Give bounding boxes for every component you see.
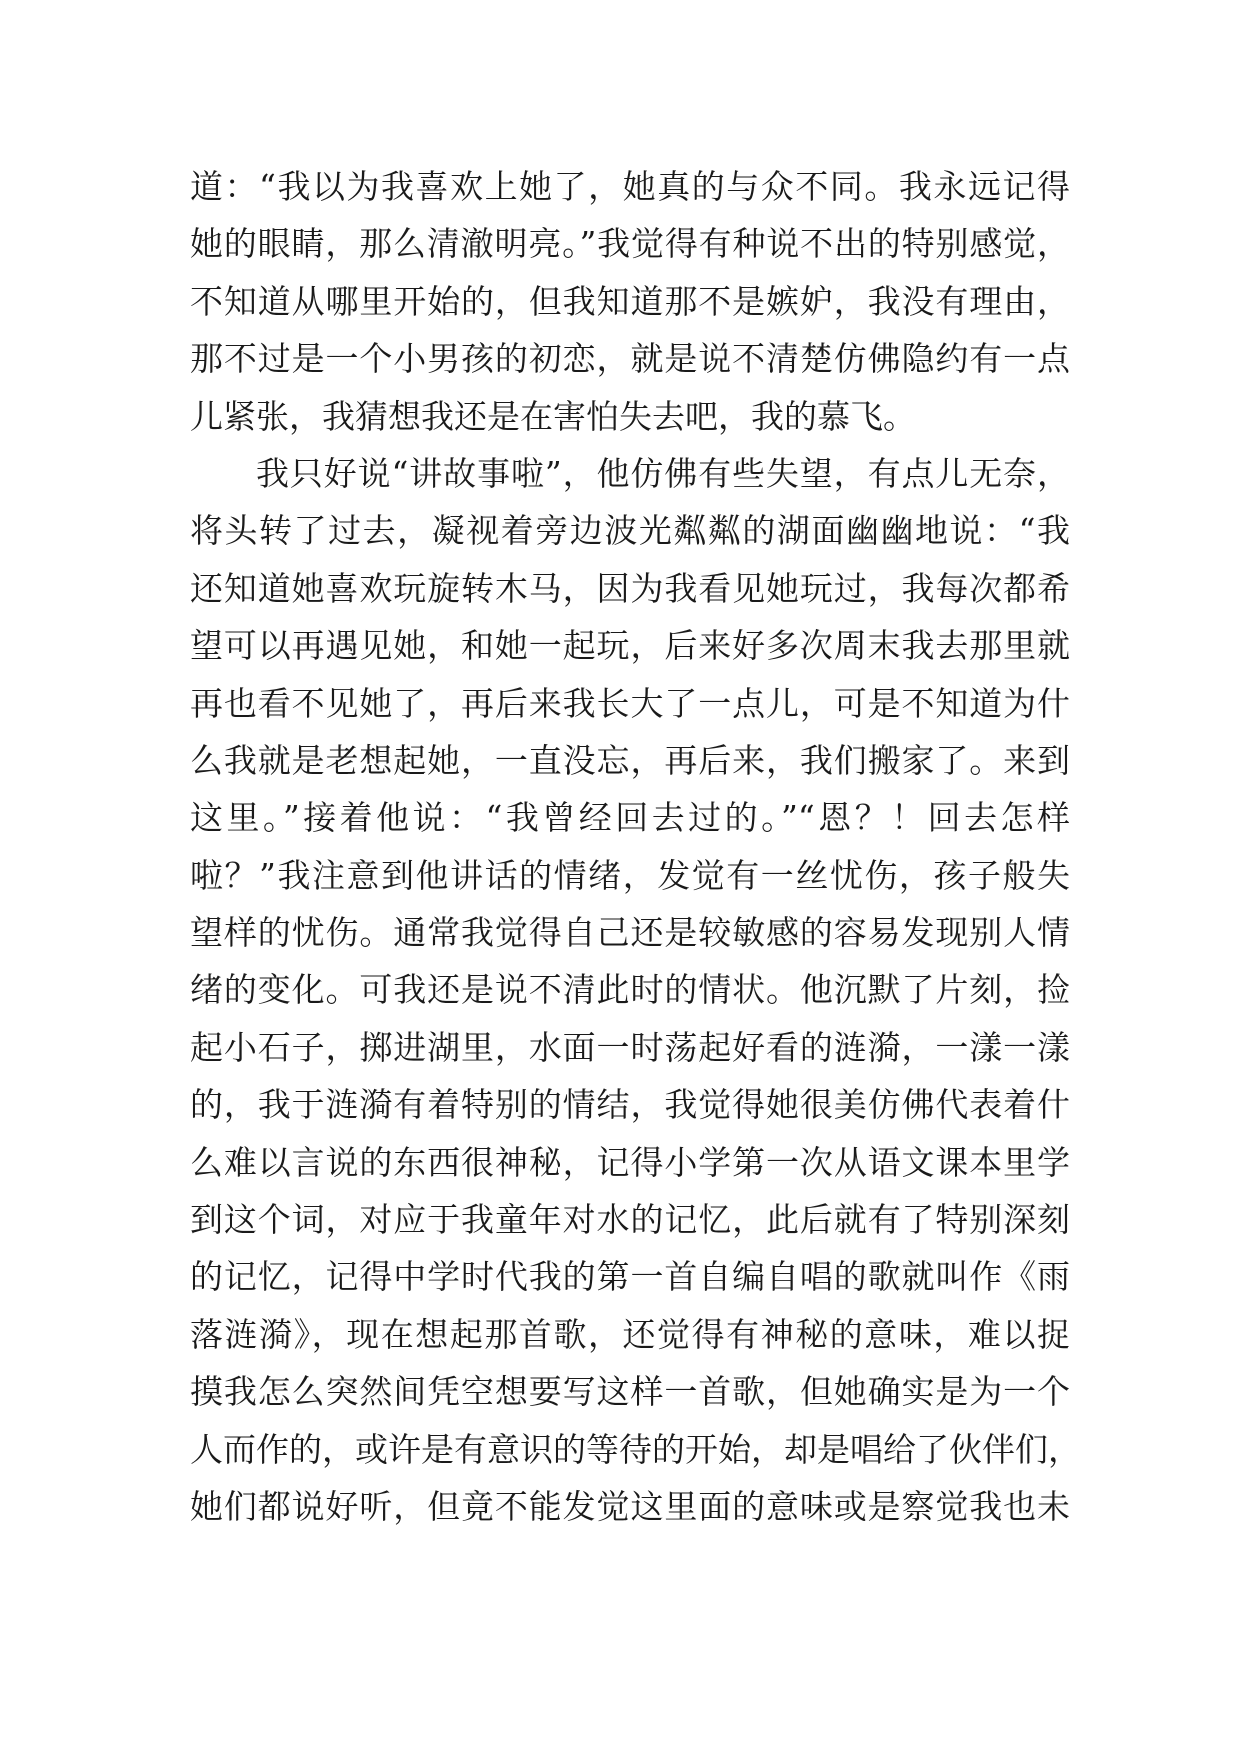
text-line: 再也看不见她了，再后来我长大了一点儿，可是不知道为什: [190, 683, 1070, 723]
text-line: 的记忆，记得中学时代我的第一首自编自唱的歌就叫作《雨: [190, 1257, 1070, 1297]
text-line: 啦？”我注意到他讲话的情绪，发觉有一丝忧伤，孩子般失: [190, 855, 1070, 895]
text-line: 的，我于涟漪有着特别的情结，我觉得她很美仿佛代表着什: [190, 1085, 1070, 1125]
text-line: 么我就是老想起她，一直没忘，再后来，我们搬家了。来到: [190, 740, 1070, 780]
paragraph-start-line: 我只好说“讲故事啦”，他仿佛有些失望，有点儿无奈，: [256, 453, 1070, 493]
text-line: 落涟漪》，现在想起那首歌，还觉得有神秘的意味，难以捉: [190, 1314, 1070, 1354]
text-line: 人而作的，或许是有意识的等待的开始，却是唱给了伙伴们，: [190, 1429, 1081, 1469]
text-line: 望可以再遇见她，和她一起玩，后来好多次周末我去那里就: [190, 626, 1070, 666]
text-line: 到这个词，对应于我童年对水的记忆，此后就有了特别深刻: [190, 1200, 1070, 1240]
paragraph-end-line: 儿紧张，我猜想我还是在害怕失去吧，我的慕飞。: [190, 396, 916, 436]
text-line: 那不过是一个小男孩的初恋，就是说不清楚仿佛隐约有一点: [190, 339, 1070, 379]
text-line: 她的眼睛，那么清澈明亮。”我觉得有种说不出的特别感觉，: [190, 224, 1070, 264]
text-line: 起小石子，掷进湖里，水面一时荡起好看的涟漪，一漾一漾: [190, 1027, 1070, 1067]
text-line: 还知道她喜欢玩旋转木马，因为我看见她玩过，我每次都希: [190, 568, 1070, 608]
text-line: 么难以言说的东西很神秘，记得小学第一次从语文课本里学: [190, 1142, 1070, 1182]
text-line: 摸我怎么突然间凭空想要写这样一首歌，但她确实是为一个: [190, 1372, 1070, 1412]
text-line: 道：“我以为我喜欢上她了，她真的与众不同。我永远记得: [190, 167, 1070, 206]
text-line: 这里。”接着他说：“我曾经回去过的。”“恩？！回去怎样: [190, 798, 1070, 838]
text-line: 将头转了过去，凝视着旁边波光粼粼的湖面幽幽地说：“我: [190, 511, 1070, 551]
text-line: 不知道从哪里开始的，但我知道那不是嫉妒，我没有理由，: [190, 281, 1070, 321]
text-line: 望样的忧伤。通常我觉得自己还是较敏感的容易发现别人情: [190, 913, 1070, 953]
text-line: 绪的变化。可我还是说不清此时的情状。他沉默了片刻，捡: [190, 970, 1070, 1010]
body-text: [190, 158, 1081, 1535]
text-line: 她们都说好听，但竟不能发觉这里面的意味或是察觉我也未: [190, 1486, 1070, 1526]
